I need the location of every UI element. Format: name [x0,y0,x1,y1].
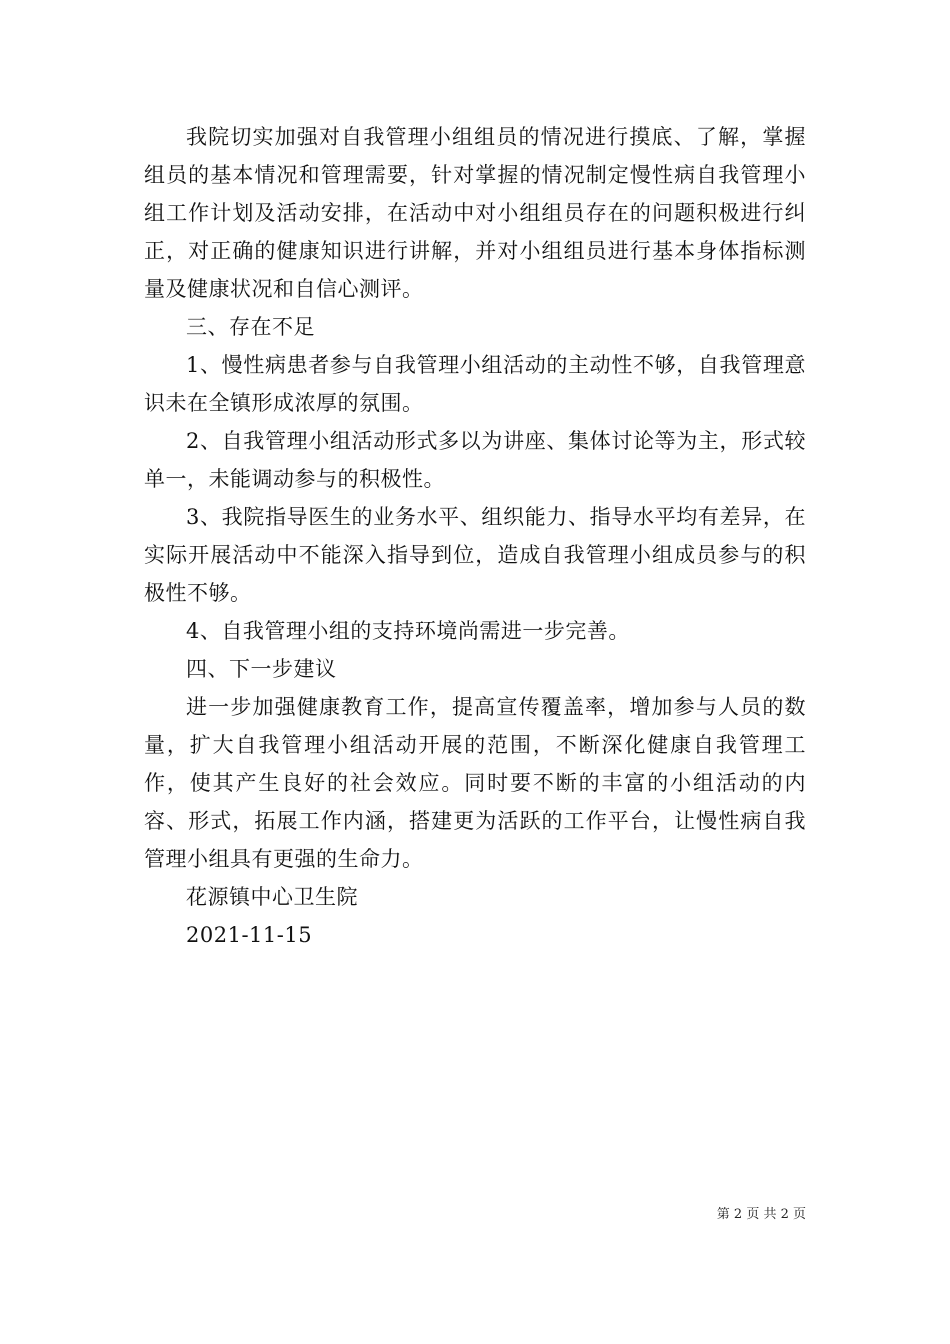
paragraph-next-steps: 进一步加强健康教育工作，提高宣传覆盖率，增加参与人员的数量，扩大自我管理小组活动开展的范围，不断深化健康自我管理工作，使其产生良好的社会效应。同时要不断的丰富的小组活动的内容、形式，拓展工作内涵，搭建更为活跃的工作平台，让慢性病自我管理小组具有更强的生命力。 [144,695,806,871]
paragraph-self-management-intro: 我院切实加强对自我管理小组组员的情况进行摸底、了解，掌握组员的基本情况和管理需要，针对掌握的情况制定慢性病自我管理小组工作计划及活动安排，在活动中对小组组员存在的问题积极进行纠正，对正确的健康知识进行讲解，并对小组组员进行基本身体指标测量及健康状况和自信心测评。 [144,125,806,301]
shortcoming-item-1: 1、慢性病患者参与自我管理小组活动的主动性不够，自我管理意识未在全镇形成浓厚的氛围。 [144,353,806,415]
section-heading-shortcomings: 三、存在不足 [186,315,315,339]
document-body [144,118,806,954]
section-heading-next-steps: 四、下一步建议 [186,657,337,681]
shortcoming-item-4: 4、自我管理小组的支持环境尚需进一步完善。 [186,619,630,643]
shortcoming-item-2: 2、自我管理小组活动形式多以为讲座、集体讨论等为主，形式较单一，未能调动参与的积极性。 [144,429,806,491]
signature-organization: 花源镇中心卫生院 [186,885,358,909]
signature-date: 2021-11-15 [186,923,313,947]
shortcoming-item-3: 3、我院指导医生的业务水平、组织能力、指导水平均有差异，在实际开展活动中不能深入指导到位，造成自我管理小组成员参与的积极性不够。 [144,505,806,605]
page-number-footer: 第 2 页 共 2 页 [716,1207,806,1222]
